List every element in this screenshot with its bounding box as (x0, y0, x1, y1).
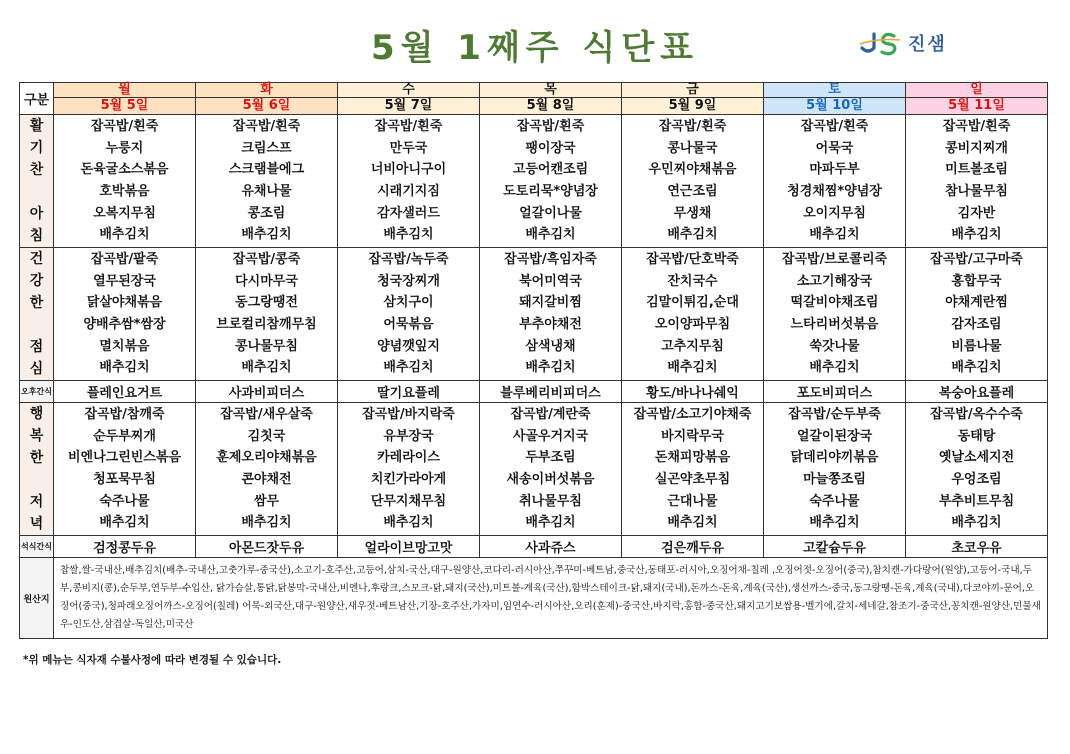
day-date-tue: 5월 6일 (196, 98, 338, 115)
menu-item: 잡곡밥/흰죽 (516, 119, 585, 135)
day-name-sun: 일 (906, 83, 1048, 98)
meal-label-char: 점 (29, 339, 44, 355)
meal-label-char (20, 469, 53, 491)
snack-item-sun: 복숭아요플레 (906, 381, 1048, 403)
menu-item: 김말이튀김,순대 (646, 295, 739, 311)
menu-item: 유채나물 (241, 184, 292, 199)
menu-item: 우민찌야채볶음 (648, 162, 737, 178)
menu-item: 쑥갓나물 (809, 338, 860, 354)
snack-item-tue: 아몬드잣두유 (196, 536, 338, 558)
menu-item: 잡곡밥/흰죽 (374, 119, 443, 135)
menu-cell-wed (338, 403, 480, 536)
menu-item: 배추김치 (383, 360, 434, 376)
menu-item: 잡곡밥/흰죽 (232, 119, 301, 135)
menu-item: 브로컬리참깨무침 (216, 317, 317, 332)
menu-item: 잡곡밥/브로콜리죽 (781, 252, 888, 268)
header-label: 구분 (20, 83, 54, 115)
menu-item: 배추김치 (667, 515, 718, 531)
menu-item: 사골우거지국 (512, 428, 589, 444)
menu-item: 유부장국 (383, 428, 434, 444)
menu-item: 동태탕 (957, 428, 996, 444)
menu-item: 양배추쌈*쌈장 (83, 317, 166, 332)
menu-cell-fri (622, 403, 764, 536)
menu-item: 배추김치 (809, 227, 860, 243)
menu-item: 소고기해장국 (796, 273, 873, 289)
menu-item: 잡곡밥/참깨죽 (84, 407, 165, 423)
day-name-tue: 화 (196, 83, 338, 98)
meal-label-char: 기 (29, 140, 44, 156)
footnote: *위 메뉴는 식자재 수불사정에 따라 변경될 수 있습니다. (23, 654, 282, 666)
menu-item: 콩나물무침 (235, 338, 298, 354)
menu-item: 잡곡밥/옥수수죽 (930, 407, 1023, 423)
menu-item: 잡곡밥/흰죽 (942, 119, 1011, 135)
menu-item: 배추김치 (99, 227, 150, 243)
menu-item: 잡곡밥/흰죽 (800, 119, 869, 135)
meal-label-char: 강 (29, 273, 44, 289)
meal-label-char: 활 (29, 118, 44, 134)
menu-item: 오이양파무침 (654, 317, 731, 332)
menu-item: 누룽지 (105, 140, 144, 156)
menu-item: 마늘쫑조림 (803, 472, 866, 487)
day-name-row (20, 83, 1048, 98)
menu-item: 닭살야채볶음 (86, 295, 163, 311)
menu-item: 고추지무침 (661, 338, 724, 354)
menu-item: 잡곡밥/흰죽 (658, 119, 727, 135)
menu-cell-sun (906, 115, 1048, 248)
menu-item: 숙주나물 (809, 493, 860, 509)
menu-item: 삼색냉채 (525, 338, 576, 354)
menu-item: 배추김치 (383, 515, 434, 531)
meal-row (20, 115, 1048, 248)
menu-item: 마파두부 (809, 162, 860, 178)
menu-cell-thu (480, 403, 622, 536)
day-date-thu: 5월 8일 (480, 98, 622, 115)
meal-label-char: 찬 (29, 162, 44, 178)
menu-item: 돈육굴소스볶음 (80, 162, 169, 178)
meal-label-char: 침 (29, 228, 44, 244)
snack-label: 석식간식 (20, 536, 54, 558)
origin-row (20, 558, 1048, 639)
menu-item: 닭데리야끼볶음 (790, 450, 879, 466)
menu-item: 스크램블에그 (228, 162, 305, 178)
day-name-sat: 토 (764, 83, 906, 98)
snack-item-wed: 딸기요플레 (338, 381, 480, 403)
meal-label-char: 저 (29, 494, 44, 510)
menu-item: 다시마무국 (235, 273, 298, 289)
snack-row (20, 536, 1048, 558)
menu-cell-mon (54, 403, 196, 536)
menu-item: 삼치구이 (383, 295, 434, 311)
menu-cell-tue (196, 248, 338, 381)
menu-item: 숙주나물 (99, 493, 150, 509)
menu-item: 김칫국 (247, 428, 286, 444)
menu-item: 배추김치 (667, 227, 718, 243)
menu-item: 느타리버섯볶음 (790, 317, 879, 332)
menu-item: 근대나물 (667, 493, 718, 509)
menu-item: 잡곡밥/소고기야채죽 (633, 407, 752, 423)
menu-item: 잡곡밥/새우살죽 (220, 407, 313, 423)
menu-item: 쌈무 (253, 493, 280, 509)
menu-item: 비엔나그린빈스볶음 (67, 450, 182, 466)
meal-label (20, 403, 54, 536)
menu-item: 팽이장국 (525, 140, 576, 156)
meal-label-char (20, 314, 53, 336)
menu-item: 청경채찜*양념장 (787, 184, 882, 199)
menu-cell-wed (338, 115, 480, 248)
menu-item: 배추김치 (951, 360, 1002, 376)
meal-label-char: 심 (29, 361, 44, 377)
meal-row (20, 248, 1048, 381)
menu-item: 배추김치 (809, 360, 860, 376)
menu-item: 옛날소세지전 (938, 450, 1015, 466)
menu-item: 감자조림 (951, 317, 1002, 332)
menu-item: 콘야채전 (241, 472, 292, 487)
menu-item: 배추김치 (525, 360, 576, 376)
menu-cell-sat (764, 403, 906, 536)
brand-logo (858, 28, 1008, 58)
meal-label-char: 한 (29, 450, 44, 466)
menu-item: 우엉조림 (951, 472, 1002, 487)
menu-cell-wed (338, 248, 480, 381)
menu-item: 부추야채전 (519, 317, 582, 332)
menu-item: 치킨가라아게 (370, 472, 447, 487)
snack-item-sat: 고칼슘두유 (764, 536, 906, 558)
menu-item: 고등어캔조림 (512, 162, 589, 178)
snack-item-fri: 황도/바나나쉐익 (622, 381, 764, 403)
snack-label: 오후간식 (20, 381, 54, 403)
menu-item: 북어미역국 (519, 273, 582, 289)
snack-item-mon: 플레인요거트 (54, 381, 196, 403)
meal-label-char (20, 181, 53, 203)
day-date-fri: 5월 9일 (622, 98, 764, 115)
menu-item: 동그랑땡전 (235, 295, 298, 311)
menu-item: 배추김치 (951, 515, 1002, 531)
menu-cell-tue (196, 115, 338, 248)
menu-item: 배추김치 (667, 360, 718, 376)
menu-item: 취나물무침 (519, 493, 582, 509)
menu-item: 두부조림 (525, 450, 576, 466)
menu-item: 배추김치 (241, 360, 292, 376)
day-name-fri: 금 (622, 83, 764, 98)
menu-item: 단무지채무침 (370, 493, 447, 509)
day-date-mon: 5월 5일 (54, 98, 196, 115)
menu-item: 잡곡밥/고구마죽 (930, 252, 1023, 268)
menu-item: 얼갈이나물 (519, 205, 582, 221)
menu-cell-mon (54, 248, 196, 381)
menu-item: 잡곡밥/흰죽 (90, 119, 159, 135)
menu-item: 배추김치 (241, 227, 292, 243)
menu-item: 어묵국 (815, 140, 854, 156)
meal-row (20, 403, 1048, 536)
js-logo-icon (858, 30, 902, 56)
snack-item-sun: 초코우유 (906, 536, 1048, 558)
snack-row (20, 381, 1048, 403)
menu-item: 잡곡밥/팥죽 (90, 252, 159, 268)
day-name-mon: 월 (54, 83, 196, 98)
snack-item-fri: 검은깨두유 (622, 536, 764, 558)
menu-cell-sun (906, 248, 1048, 381)
menu-item: 돈채피망볶음 (654, 450, 731, 466)
menu-item: 부추비트무침 (938, 493, 1015, 509)
menu-cell-thu (480, 115, 622, 248)
menu-item: 배추김치 (99, 515, 150, 531)
meal-label (20, 248, 54, 381)
origin-text: 찹쌀,쌀-국내산,배추김치(배추-국내산,고춧가루-중국산),소고기-호주산,고등어,삼치-국산,대구-원양산,코다리-러시아산,쭈꾸미-베트남,중국산,동태포-러시아,오징어채-칠레 ,오징어젓-오징어(중국),참치캔-가다랑어(원양),고등어-국내,두부,콩비지(콩),순두부,연두부-수입산, 닭가슴살,통닭,닭봉막-국내산,비엔나,후랑크,스모크-닭,돼지(국산),미트볼-계육(국산),함박스테이크-닭,돼지(국내),돈까스-돈육,계육(국산),생선까스-중국,동그랑땡-돈육,계육(국내),다코야끼-문어,오징어(중국),청파래오징어까스-오징어(칠레) 어묵-외국산,대구-원양산,새우젓-베트남산,기장-호주산,가자미,임연수-러시아산,오리(훈제)-중국산,바지락,홍합-중국산,돼지고기보쌈용-벨기에,갈치-세네갈,참조기-중국산,꽁치캔-원양산,민물새우-인도산,삼겹살-독일산,미국산 (54, 558, 1048, 639)
menu-item: 홍합무국 (951, 273, 1002, 289)
menu-cell-fri (622, 248, 764, 381)
menu-item: 잡곡밥/녹두죽 (368, 252, 449, 268)
meal-label (20, 115, 54, 248)
day-name-thu: 목 (480, 83, 622, 98)
menu-cell-tue (196, 403, 338, 536)
origin-label: 원산지 (20, 558, 54, 639)
menu-cell-sat (764, 115, 906, 248)
menu-item: 순두부찌개 (93, 428, 156, 444)
menu-item: 잡곡밥/단호박죽 (646, 252, 739, 268)
menu-item: 오이지무침 (803, 205, 866, 221)
menu-item: 콩나물국 (667, 140, 718, 156)
menu-item: 배추김치 (525, 227, 576, 243)
menu-item: 미트볼조림 (945, 162, 1008, 178)
brand-name: 진샘 (908, 34, 947, 55)
menu-item: 배추김치 (951, 227, 1002, 243)
menu-item: 청국장찌개 (377, 273, 440, 289)
menu-item: 양념깻잎지 (377, 338, 440, 354)
menu-item: 콩조림 (247, 205, 286, 221)
menu-item: 만두국 (389, 140, 428, 156)
day-date-sat: 5월 10일 (764, 98, 906, 115)
menu-cell-sun (906, 403, 1048, 536)
menu-item: 떡갈비야채조림 (790, 295, 879, 311)
snack-item-mon: 검정콩두유 (54, 536, 196, 558)
day-date-row (20, 98, 1048, 115)
snack-item-wed: 얼라이브망고맛 (338, 536, 480, 558)
menu-item: 무생채 (673, 205, 712, 221)
menu-item: 감자샐러드 (377, 205, 440, 221)
menu-item: 크림스프 (241, 140, 292, 156)
menu-item: 참나물무침 (945, 184, 1008, 199)
menu-item: 호박볶음 (99, 184, 150, 199)
menu-item: 실곤약초무침 (654, 472, 731, 487)
menu-item: 야채계란찜 (945, 295, 1008, 311)
meal-label-char: 아 (29, 206, 44, 222)
snack-item-sat: 포도비피더스 (764, 381, 906, 403)
menu-item: 김자반 (957, 205, 996, 221)
day-date-wed: 5월 7일 (338, 98, 480, 115)
menu-item: 잔치국수 (667, 273, 718, 289)
menu-item: 콩비지찌개 (945, 140, 1008, 156)
menu-item: 연근조림 (667, 184, 718, 199)
menu-item: 오복지무침 (93, 205, 156, 221)
meal-label-char: 녁 (29, 516, 44, 532)
meal-label-char: 복 (29, 428, 44, 444)
menu-item: 돼지갈비찜 (519, 295, 582, 311)
menu-item: 배추김치 (99, 360, 150, 376)
snack-item-tue: 사과비피더스 (196, 381, 338, 403)
menu-item: 잡곡밥/계란죽 (510, 407, 591, 423)
menu-item: 비름나물 (951, 338, 1002, 354)
menu-item: 얼갈이된장국 (796, 428, 873, 444)
menu-item: 배추김치 (383, 227, 434, 243)
menu-item: 배추김치 (525, 515, 576, 531)
menu-table (19, 82, 1048, 639)
menu-item: 너비아니구이 (370, 162, 447, 178)
menu-item: 잡곡밥/바지락죽 (362, 407, 455, 423)
snack-item-thu: 블루베리비피더스 (480, 381, 622, 403)
menu-item: 새송이버섯볶음 (506, 472, 595, 487)
meal-label-char: 건 (29, 251, 44, 267)
menu-cell-fri (622, 115, 764, 248)
menu-cell-sat (764, 248, 906, 381)
menu-cell-thu (480, 248, 622, 381)
menu-item: 어묵볶음 (383, 317, 434, 332)
menu-item: 멸치볶음 (99, 338, 150, 354)
menu-item: 열무된장국 (93, 273, 156, 289)
menu-item: 시래기지짐 (377, 184, 440, 199)
menu-item: 도토리묵*양념장 (503, 184, 598, 199)
snack-item-thu: 사과쥬스 (480, 536, 622, 558)
menu-item: 바지락무국 (661, 428, 724, 444)
page-title: 5월 1째주 식단표 (370, 28, 700, 68)
menu-item: 배추김치 (241, 515, 292, 531)
meal-label-char: 한 (29, 295, 44, 311)
day-date-sun: 5월 11일 (906, 98, 1048, 115)
day-name-wed: 수 (338, 83, 480, 98)
menu-item: 배추김치 (809, 515, 860, 531)
menu-cell-mon (54, 115, 196, 248)
menu-item: 잡곡밥/콩죽 (232, 252, 301, 268)
menu-item: 잡곡밥/순두부죽 (788, 407, 881, 423)
menu-item: 잡곡밥/흑임자죽 (504, 252, 597, 268)
meal-label-char: 행 (29, 406, 44, 422)
menu-item: 훈제오리야채볶음 (216, 450, 317, 466)
menu-item: 카레라이스 (377, 450, 440, 466)
menu-item: 청포묵무침 (93, 472, 156, 487)
